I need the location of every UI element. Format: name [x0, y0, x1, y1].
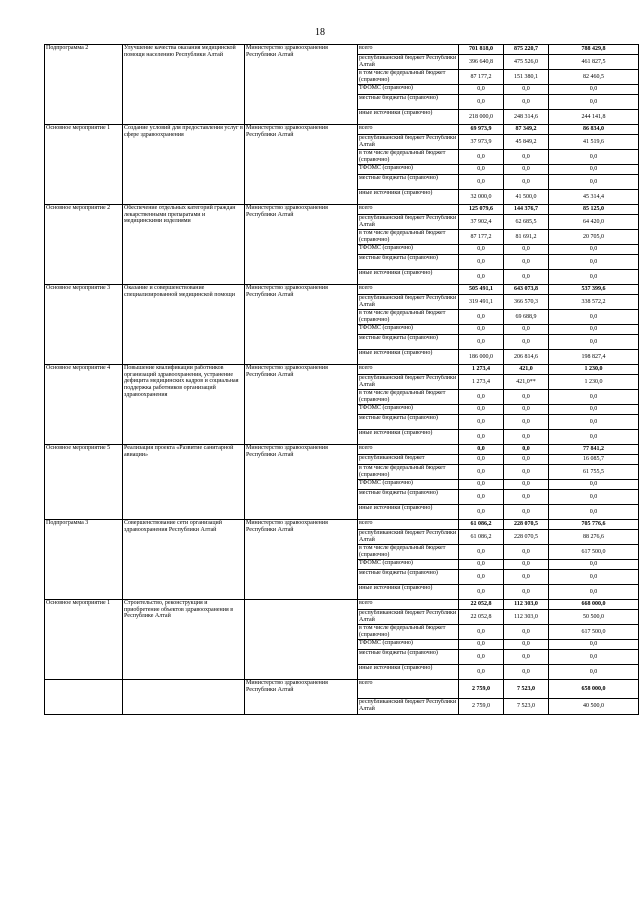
row-executor: Министерство здравоохранения Республики Алтай	[245, 125, 358, 205]
amount-2: 0,0	[504, 255, 549, 270]
amount-1: 319 491,1	[459, 295, 504, 310]
amount-1: 0,0	[459, 455, 504, 465]
funding-source: иные источники (справочно)	[358, 350, 459, 365]
funding-source: местные бюджеты (справочно)	[358, 255, 459, 270]
row-title: Оказание и совершенствование специализированной медицинской помощи	[123, 285, 245, 365]
amount-3: 0,0	[549, 430, 639, 445]
funding-source: местные бюджеты (справочно)	[358, 95, 459, 110]
amount-1: 0,0	[459, 465, 504, 480]
amount-3: 82 460,5	[549, 70, 639, 85]
amount-1: 0,0	[459, 175, 504, 190]
amount-3: 0,0	[549, 150, 639, 165]
funding-source: иные источники (справочно)	[358, 430, 459, 445]
amount-2: 0,0	[504, 445, 549, 455]
funding-source: республиканский бюджет Республики Алтай	[358, 375, 459, 390]
amount-3: 617 500,0	[549, 545, 639, 560]
funding-source: в том числе федеральный бюджет (справочно)	[358, 465, 459, 480]
row-executor: Министерство здравоохранения Республики Алтай	[245, 285, 358, 365]
row-title: Повышение квалификации работников организаций здравоохранения, устранение дефицита медицинских кадров и социальная поддержка работников организаций здравоохранения	[123, 365, 245, 445]
funding-source: ТФОМС (справочно)	[358, 560, 459, 570]
funding-source: республиканский бюджет Республики Алтай	[358, 699, 459, 715]
amount-3: 461 827,5	[549, 55, 639, 70]
amount-3: 0,0	[549, 270, 639, 285]
amount-1: 0,0	[459, 95, 504, 110]
funding-source: республиканский бюджет Республики Алтай	[358, 610, 459, 625]
funding-source: в том числе федеральный бюджет (справочно)	[358, 625, 459, 640]
amount-3: 0,0	[549, 560, 639, 570]
amount-3: 0,0	[549, 570, 639, 585]
amount-2: 206 814,6	[504, 350, 549, 365]
amount-3: 0,0	[549, 640, 639, 650]
amount-1: 0,0	[459, 390, 504, 405]
amount-3: 0,0	[549, 335, 639, 350]
amount-2: 0,0	[504, 325, 549, 335]
amount-3: 0,0	[549, 665, 639, 680]
amount-1: 701 818,0	[459, 45, 504, 55]
amount-3: 705 776,6	[549, 520, 639, 530]
amount-1: 0,0	[459, 85, 504, 95]
funding-source: всего	[358, 445, 459, 455]
amount-1: 0,0	[459, 430, 504, 445]
amount-1: 505 491,1	[459, 285, 504, 295]
amount-1: 218 000,0	[459, 110, 504, 125]
funding-source: республиканский бюджет Республики Алтай	[358, 530, 459, 545]
amount-2: 366 570,3	[504, 295, 549, 310]
row-kind	[45, 680, 123, 715]
page-number: 18	[315, 27, 325, 38]
amount-1: 22 052,8	[459, 610, 504, 625]
amount-2: 421,0**	[504, 375, 549, 390]
amount-1: 0,0	[459, 650, 504, 665]
amount-1: 396 640,8	[459, 55, 504, 70]
funding-source: всего	[358, 600, 459, 610]
amount-3: 0,0	[549, 325, 639, 335]
row-title: Совершенствование сети организаций здравоохранения Республики Алтай	[123, 520, 245, 600]
amount-1: 0,0	[459, 545, 504, 560]
amount-3: 64 420,0	[549, 215, 639, 230]
amount-1: 61 086,2	[459, 520, 504, 530]
row-title: Обеспечение отдельных категорий граждан лекарственными препаратами и медицинскими изделиями	[123, 205, 245, 285]
amount-2: 62 685,5	[504, 215, 549, 230]
amount-3: 0,0	[549, 490, 639, 505]
amount-3: 244 141,8	[549, 110, 639, 125]
funding-source: иные источники (справочно)	[358, 110, 459, 125]
amount-2: 421,0	[504, 365, 549, 375]
funding-source: иные источники (справочно)	[358, 190, 459, 205]
amount-3: 537 399,6	[549, 285, 639, 295]
funding-source: всего	[358, 680, 459, 699]
table-row	[45, 445, 639, 455]
amount-2: 0,0	[504, 545, 549, 560]
row-title	[123, 680, 245, 715]
amount-2: 0,0	[504, 570, 549, 585]
amount-2: 0,0	[504, 165, 549, 175]
amount-1: 0,0	[459, 490, 504, 505]
amount-3: 788 429,8	[549, 45, 639, 55]
row-kind: Основное мероприятие 1	[45, 600, 123, 680]
amount-3: 77 841,2	[549, 445, 639, 455]
amount-2: 0,0	[504, 625, 549, 640]
amount-3: 0,0	[549, 310, 639, 325]
amount-3: 0,0	[549, 480, 639, 490]
amount-1: 0,0	[459, 245, 504, 255]
amount-3: 0,0	[549, 415, 639, 430]
amount-2: 0,0	[504, 95, 549, 110]
amount-1: 186 000,0	[459, 350, 504, 365]
amount-2: 0,0	[504, 665, 549, 680]
row-kind: Подпрограмма 3	[45, 520, 123, 600]
amount-2: 0,0	[504, 405, 549, 415]
funding-source: в том числе федеральный бюджет (справочно)	[358, 70, 459, 85]
row-executor: Министерство здравоохранения Республики Алтай	[245, 520, 358, 600]
amount-3: 86 834,0	[549, 125, 639, 135]
row-title: Улучшение качества оказания медицинской помощи населению Республики Алтай	[123, 45, 245, 125]
amount-2: 151 380,1	[504, 70, 549, 85]
amount-2: 112 303,0	[504, 610, 549, 625]
funding-source: иные источники (справочно)	[358, 665, 459, 680]
funding-source: местные бюджеты (справочно)	[358, 650, 459, 665]
amount-2: 87 349,2	[504, 125, 549, 135]
amount-2: 0,0	[504, 650, 549, 665]
funding-source: ТФОМС (справочно)	[358, 640, 459, 650]
funding-source: в том числе федеральный бюджет (справочно)	[358, 310, 459, 325]
table-row	[45, 520, 639, 530]
amount-1: 32 000,0	[459, 190, 504, 205]
funding-source: ТФОМС (справочно)	[358, 405, 459, 415]
funding-source: республиканский бюджет Республики Алтай	[358, 295, 459, 310]
amount-1: 0,0	[459, 640, 504, 650]
row-executor: Министерство здравоохранения Республики Алтай	[245, 45, 358, 125]
amount-3: 41 519,6	[549, 135, 639, 150]
row-executor	[245, 600, 358, 680]
amount-2: 0,0	[504, 480, 549, 490]
funding-source: республиканский бюджет Республики Алтай	[358, 215, 459, 230]
funding-source: иные источники (справочно)	[358, 505, 459, 520]
amount-1: 0,0	[459, 405, 504, 415]
amount-3: 88 276,6	[549, 530, 639, 545]
amount-3: 16 085,7	[549, 455, 639, 465]
amount-3: 61 755,5	[549, 465, 639, 480]
row-title: Реализация проекта «Развитие санитарной авиации»	[123, 445, 245, 520]
funding-source: всего	[358, 45, 459, 55]
amount-3: 0,0	[549, 175, 639, 190]
amount-1: 87 177,2	[459, 70, 504, 85]
row-title: Строительство, реконструкция и приобретение объектов здравоохранения в Республике Алтай	[123, 600, 245, 680]
amount-3: 668 000,0	[549, 600, 639, 610]
funding-source: местные бюджеты (справочно)	[358, 415, 459, 430]
amount-2: 0,0	[504, 175, 549, 190]
amount-1: 0,0	[459, 570, 504, 585]
table-row	[45, 45, 639, 55]
amount-2: 0,0	[504, 490, 549, 505]
amount-1: 87 177,2	[459, 230, 504, 245]
row-kind: Основное мероприятие 2	[45, 205, 123, 285]
amount-3: 0,0	[549, 390, 639, 405]
amount-3: 0,0	[549, 245, 639, 255]
amount-1: 0,0	[459, 270, 504, 285]
amount-2: 7 523,0	[504, 699, 549, 715]
amount-1: 0,0	[459, 255, 504, 270]
funding-source: ТФОМС (справочно)	[358, 165, 459, 175]
amount-3: 0,0	[549, 255, 639, 270]
funding-source: республиканский бюджет Республики Алтай	[358, 55, 459, 70]
funding-source: республиканский бюджет Республики Алтай	[358, 135, 459, 150]
amount-1: 125 079,6	[459, 205, 504, 215]
row-kind: Основное мероприятие 1	[45, 125, 123, 205]
amount-2: 0,0	[504, 430, 549, 445]
amount-2: 41 500,0	[504, 190, 549, 205]
amount-2: 0,0	[504, 335, 549, 350]
amount-1: 1 273,4	[459, 365, 504, 375]
funding-source: в том числе федеральный бюджет (справочно)	[358, 545, 459, 560]
amount-3: 338 572,2	[549, 295, 639, 310]
funding-source: иные источники (справочно)	[358, 585, 459, 600]
amount-3: 0,0	[549, 505, 639, 520]
amount-1: 2 759,0	[459, 699, 504, 715]
funding-source: в том числе федеральный бюджет (справочно)	[358, 150, 459, 165]
row-executor: Министерство здравоохранения Республики Алтай	[245, 365, 358, 445]
amount-3: 1 230,0	[549, 375, 639, 390]
amount-2: 112 303,0	[504, 600, 549, 610]
amount-3: 45 314,4	[549, 190, 639, 205]
amount-1: 0,0	[459, 585, 504, 600]
funding-source: местные бюджеты (справочно)	[358, 490, 459, 505]
funding-source: ТФОМС (справочно)	[358, 325, 459, 335]
amount-1: 0,0	[459, 505, 504, 520]
amount-3: 1 230,0	[549, 365, 639, 375]
table-row	[45, 365, 639, 375]
amount-2: 0,0	[504, 390, 549, 405]
funding-source: иные источники (справочно)	[358, 270, 459, 285]
amount-3: 198 827,4	[549, 350, 639, 365]
amount-2: 228 070,5	[504, 520, 549, 530]
funding-source: всего	[358, 125, 459, 135]
funding-source: всего	[358, 285, 459, 295]
amount-1: 1 273,4	[459, 375, 504, 390]
amount-1: 2 759,0	[459, 680, 504, 699]
row-kind: Подпрограмма 2	[45, 45, 123, 125]
amount-3: 50 500,0	[549, 610, 639, 625]
amount-1: 0,0	[459, 310, 504, 325]
amount-1: 0,0	[459, 445, 504, 455]
funding-source: местные бюджеты (справочно)	[358, 175, 459, 190]
amount-1: 37 973,9	[459, 135, 504, 150]
table-row	[45, 680, 639, 699]
row-kind: Основное мероприятие 3	[45, 285, 123, 365]
amount-2: 875 220,7	[504, 45, 549, 55]
row-kind: Основное мероприятие 5	[45, 445, 123, 520]
amount-1: 0,0	[459, 150, 504, 165]
amount-3: 0,0	[549, 650, 639, 665]
amount-3: 0,0	[549, 165, 639, 175]
amount-2: 0,0	[504, 455, 549, 465]
funding-source: всего	[358, 205, 459, 215]
funding-source: республиканский бюджет	[358, 455, 459, 465]
funding-source: всего	[358, 520, 459, 530]
amount-1: 0,0	[459, 335, 504, 350]
table-row	[45, 205, 639, 215]
amount-1: 0,0	[459, 165, 504, 175]
amount-2: 643 073,8	[504, 285, 549, 295]
amount-2: 0,0	[504, 465, 549, 480]
amount-1: 61 086,2	[459, 530, 504, 545]
amount-2: 475 526,0	[504, 55, 549, 70]
amount-2: 81 691,2	[504, 230, 549, 245]
table-row	[45, 125, 639, 135]
amount-2: 144 376,7	[504, 205, 549, 215]
amount-2: 45 849,2	[504, 135, 549, 150]
funding-source: ТФОМС (справочно)	[358, 480, 459, 490]
amount-3: 658 000,0	[549, 680, 639, 699]
funding-source: в том числе федеральный бюджет (справочно)	[358, 390, 459, 405]
amount-1: 0,0	[459, 665, 504, 680]
row-executor: Министерство здравоохранения Республики Алтай	[245, 680, 358, 715]
amount-3: 40 500,0	[549, 699, 639, 715]
amount-1: 69 973,9	[459, 125, 504, 135]
row-kind: Основное мероприятие 4	[45, 365, 123, 445]
amount-1: 0,0	[459, 325, 504, 335]
amount-3: 20 705,0	[549, 230, 639, 245]
amount-3: 617 500,0	[549, 625, 639, 640]
funding-source: местные бюджеты (справочно)	[358, 570, 459, 585]
amount-1: 0,0	[459, 560, 504, 570]
amount-2: 0,0	[504, 85, 549, 95]
amount-2: 7 523,0	[504, 680, 549, 699]
amount-2: 0,0	[504, 505, 549, 520]
amount-2: 0,0	[504, 585, 549, 600]
table-row	[45, 600, 639, 610]
amount-2: 0,0	[504, 640, 549, 650]
row-executor: Министерство здравоохранения Республики Алтай	[245, 445, 358, 520]
amount-2: 0,0	[504, 245, 549, 255]
amount-2: 228 070,5	[504, 530, 549, 545]
amount-3: 0,0	[549, 405, 639, 415]
funding-source: в том числе федеральный бюджет (справочно)	[358, 230, 459, 245]
budget-table	[44, 44, 639, 715]
amount-2: 0,0	[504, 560, 549, 570]
amount-2: 0,0	[504, 150, 549, 165]
amount-1: 37 902,4	[459, 215, 504, 230]
amount-3: 0,0	[549, 85, 639, 95]
amount-1: 0,0	[459, 625, 504, 640]
amount-3: 0,0	[549, 585, 639, 600]
amount-1: 0,0	[459, 415, 504, 430]
amount-2: 0,0	[504, 270, 549, 285]
amount-3: 0,0	[549, 95, 639, 110]
amount-1: 22 052,8	[459, 600, 504, 610]
table-row	[45, 285, 639, 295]
amount-2: 0,0	[504, 415, 549, 430]
amount-1: 0,0	[459, 480, 504, 490]
funding-source: местные бюджеты (справочно)	[358, 335, 459, 350]
amount-2: 69 688,9	[504, 310, 549, 325]
amount-3: 85 125,0	[549, 205, 639, 215]
row-executor: Министерство здравоохранения Республики Алтай	[245, 205, 358, 285]
funding-source: ТФОМС (справочно)	[358, 85, 459, 95]
funding-source: ТФОМС (справочно)	[358, 245, 459, 255]
row-title: Создание условий для предоставления услуг в сфере здравоохранения	[123, 125, 245, 205]
funding-source: всего	[358, 365, 459, 375]
amount-2: 248 314,6	[504, 110, 549, 125]
